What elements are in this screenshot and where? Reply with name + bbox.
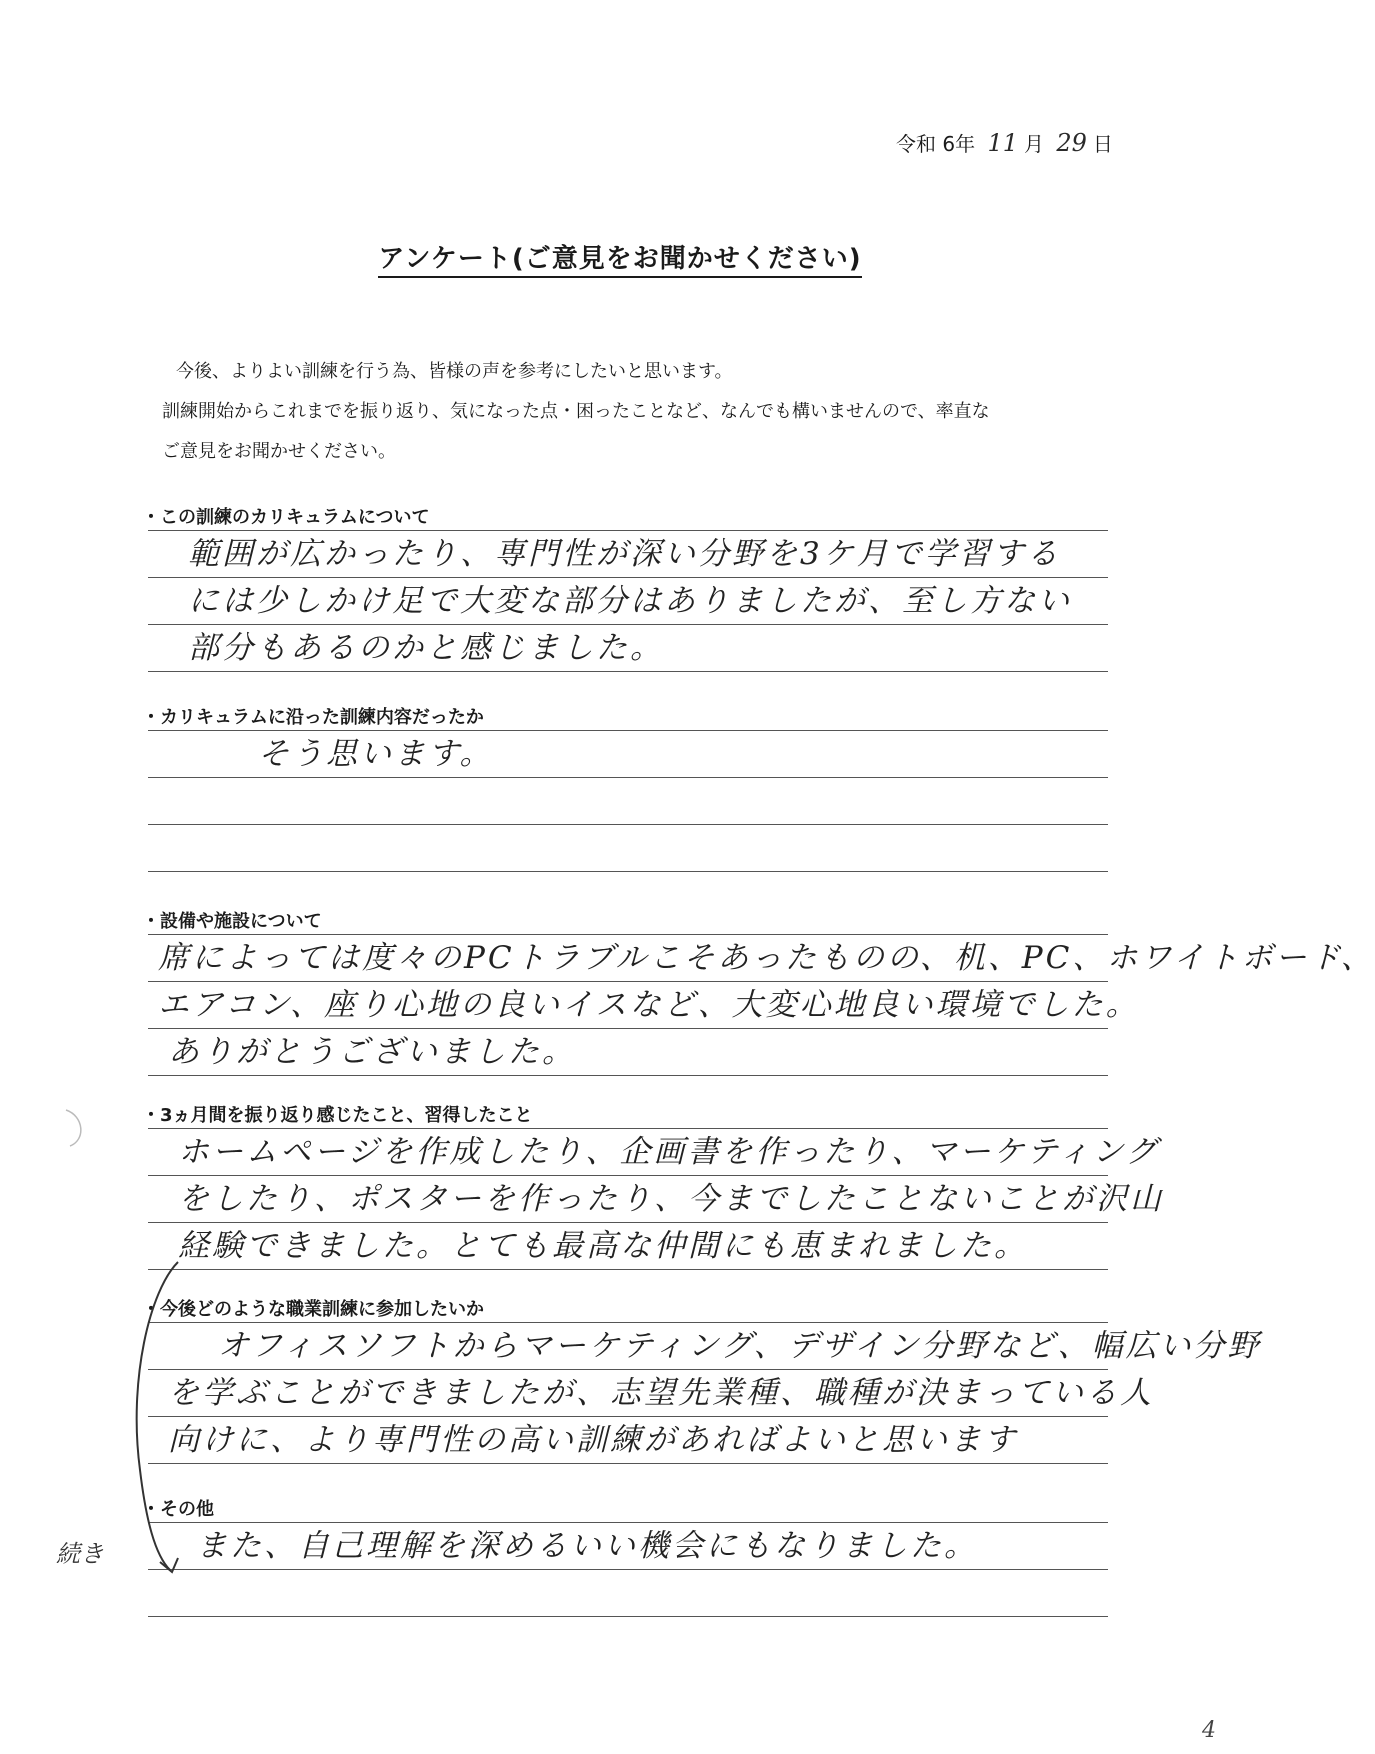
answer-line[interactable]: [148, 1523, 1108, 1570]
intro-text: [162, 352, 1082, 472]
section-heading: ・ 設備や施設について: [148, 910, 1108, 934]
page-title: アンケート(ご意見をお聞かせください): [0, 238, 1240, 275]
answer-line[interactable]: [148, 1223, 1108, 1270]
handwritten-answer: 経験できました。とても最高な仲間にも恵まれました。: [178, 1228, 1028, 1264]
continued-note: 続き: [56, 1540, 104, 1568]
date-month-unit: 月: [1024, 132, 1044, 156]
handwritten-answer: オフィスソフトからマーケティング、デザイン分野など、幅広い分野: [218, 1328, 1262, 1364]
answer-line[interactable]: [148, 778, 1108, 825]
answer-line[interactable]: [148, 1129, 1160, 1176]
handwritten-answer: エアコン、座り心地の良いイスなど、大変心地良い環境でした。: [158, 987, 1140, 1023]
answer-line[interactable]: [148, 731, 1108, 778]
section-curriculum: [148, 506, 1108, 672]
intro-line: ご意見をお聞かせください。: [162, 441, 396, 462]
answer-line[interactable]: [148, 531, 1108, 578]
date-era: 令和: [896, 132, 936, 156]
handwritten-answer: 席によっては度々のPCトラブルこそあったものの、机、PC、ホワイトボード、: [158, 940, 1375, 976]
answer-line[interactable]: [148, 1370, 1154, 1417]
handwritten-answer: 範囲が広かったり、専門性が深い分野を3ケ月で学習する: [188, 536, 1061, 572]
handwritten-answer: ありがとうございました。: [168, 1034, 576, 1070]
date: [896, 128, 1113, 157]
answer-line[interactable]: [148, 1176, 1164, 1223]
handwritten-answer: そう思います。: [258, 736, 494, 772]
handwritten-answer: また、自己理解を深めるいい機会にもなりました。: [196, 1528, 978, 1564]
answer-line[interactable]: [148, 982, 1140, 1029]
handwritten-answer: ホームページを作成したり、企画書を作ったり、マーケティング: [178, 1134, 1160, 1170]
handwritten-answer: 向けに、より専門性の高い訓練があればよいと思います: [168, 1422, 1018, 1458]
answer-line[interactable]: [148, 1570, 1108, 1617]
section-heading: ・ カリキュラムに沿った訓練内容だったか: [148, 706, 1108, 730]
section-facilities: [148, 910, 1375, 1076]
answer-line[interactable]: [148, 1323, 1262, 1370]
handwritten-answer: 部分もあるのかと感じました。: [188, 630, 664, 666]
date-year: 6: [942, 132, 956, 156]
date-day-unit: 日: [1092, 132, 1113, 156]
intro-line: 今後、よりよい訓練を行う為、皆様の声を参考にしたいと思います。: [176, 361, 733, 382]
section-heading: ・ その他: [148, 1498, 1108, 1522]
answer-line[interactable]: [148, 625, 1108, 672]
date-month: 11: [987, 129, 1018, 157]
intro-line: 訓練開始からこれまでを振り返り、気になった点・困ったことなど、なんでも構いませんので、率直な: [162, 401, 990, 422]
answer-line[interactable]: [148, 1417, 1108, 1464]
handwritten-answer: には少しかけ足で大変な部分はありましたが、至し方ない: [188, 583, 1072, 619]
section-other: [148, 1498, 1108, 1617]
handwritten-answer: をしたり、ポスターを作ったり、今までしたことないことが沢山: [178, 1181, 1164, 1217]
date-year-unit: 年: [955, 132, 976, 156]
handwritten-answer: を学ぶことができましたが、志望先業種、職種が決まっている人: [168, 1375, 1154, 1411]
answer-line[interactable]: [148, 935, 1375, 982]
answer-line[interactable]: [148, 578, 1108, 625]
section-future-training: [148, 1298, 1262, 1464]
section-heading: ・ 今後どのような職業訓練に参加したいか: [148, 1298, 1108, 1322]
answer-line[interactable]: [148, 825, 1108, 872]
answer-line[interactable]: [148, 1029, 1108, 1076]
section-heading: ・ この訓練のカリキュラムについて: [148, 506, 1108, 530]
section-heading: ・ 3ヵ月間を振り返り感じたこと、習得したこと: [148, 1104, 1108, 1128]
section-reflection: [148, 1104, 1164, 1270]
date-day: 29: [1056, 129, 1087, 157]
page-number: 4: [1202, 1718, 1216, 1743]
section-curriculum-alignment: [148, 706, 1108, 872]
